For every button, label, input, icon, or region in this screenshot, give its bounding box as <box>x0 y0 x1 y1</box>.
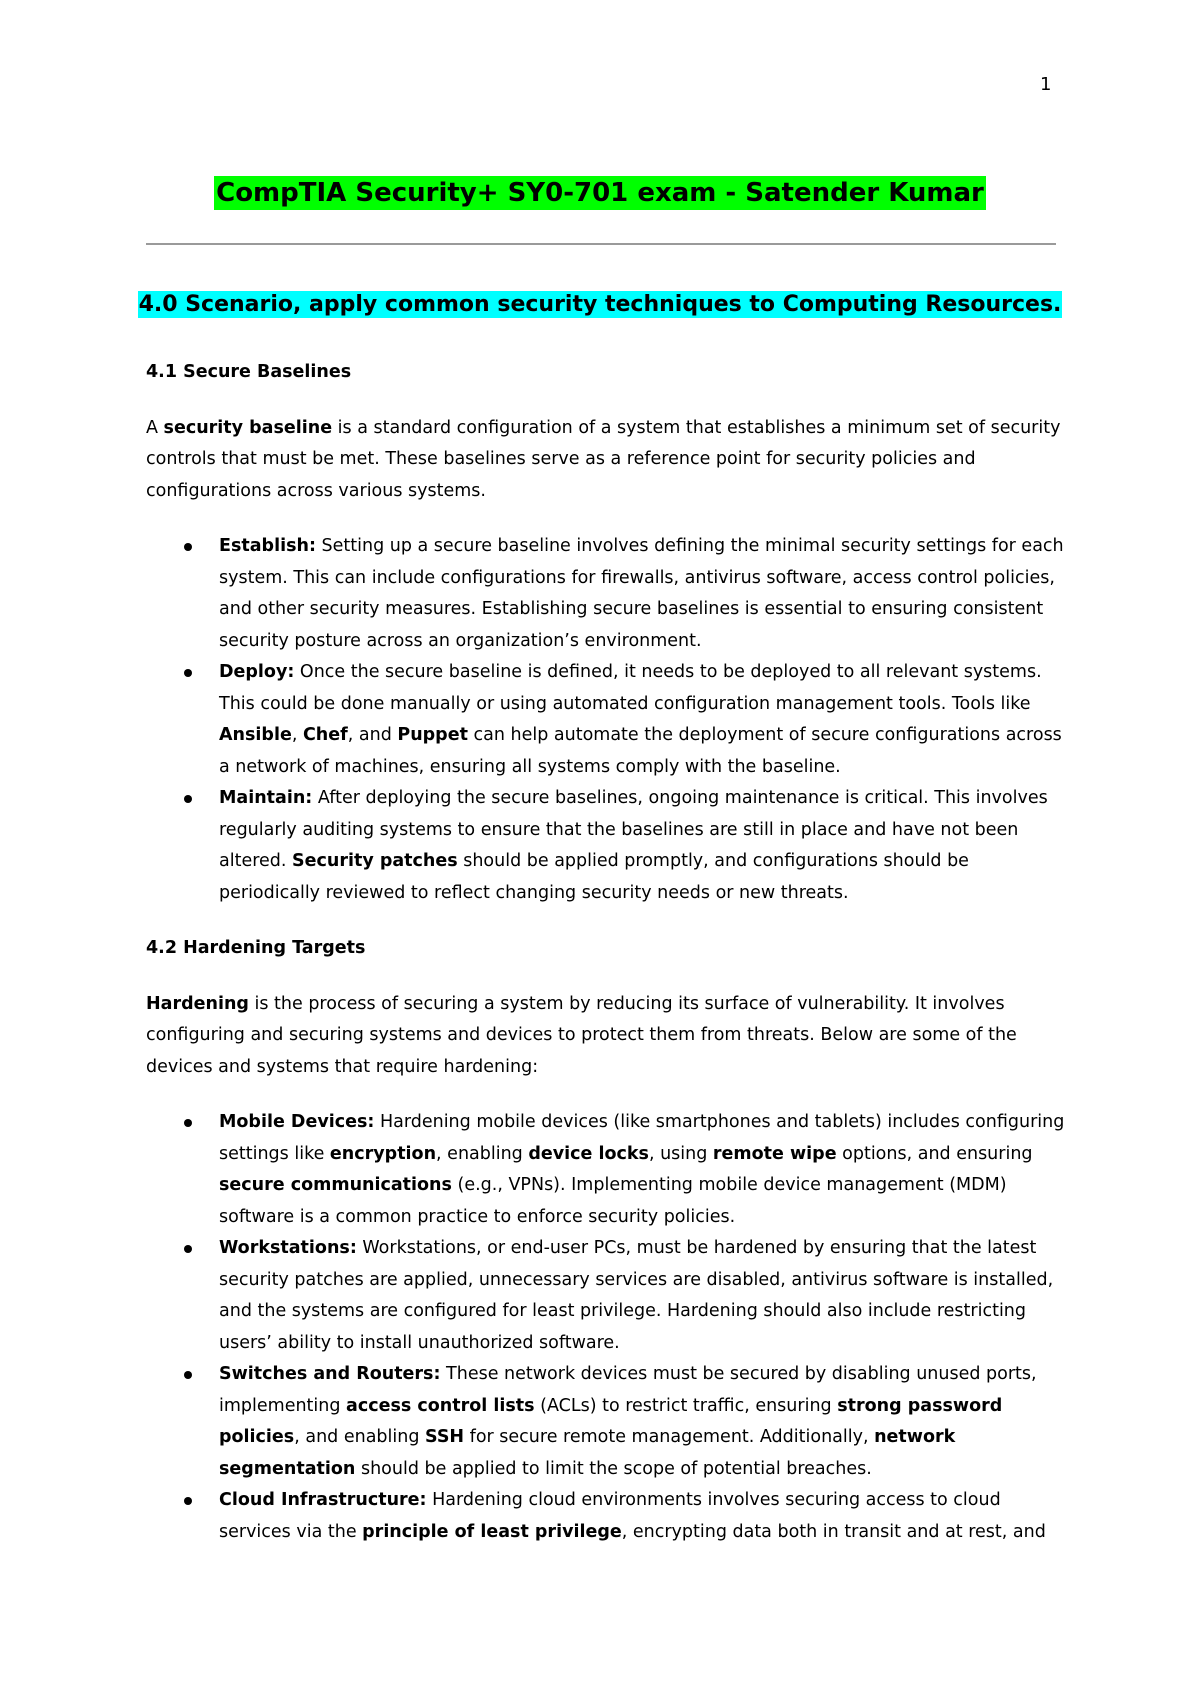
list-item-cloud-infrastructure <box>146 1485 1066 1548</box>
bold-term: access control lists <box>346 1395 535 1416</box>
bold-term: network segmentation <box>219 1427 956 1479</box>
bullet-icon <box>184 1119 192 1127</box>
baseline-list <box>146 531 1066 909</box>
paragraph-hardening <box>146 989 1066 1084</box>
bold-term: secure communications <box>219 1175 452 1195</box>
bold-term: device locks <box>528 1143 649 1164</box>
document-body <box>146 357 1066 1572</box>
bold-term: Puppet <box>397 725 468 745</box>
text-run: , using <box>648 1143 713 1164</box>
paragraph-security-baseline <box>146 413 1066 508</box>
page-number: 1 <box>1040 74 1052 95</box>
bullet-label: Maintain: <box>219 788 313 808</box>
horizontal-rule <box>146 243 1056 245</box>
text-run: , and <box>347 725 398 745</box>
bold-term: remote wipe <box>712 1143 837 1164</box>
text-run: is the process of securing a system by reducing its surface of vulnerability. It involves configuring and securing systems and devices to protect them from threats. Below are some of the devices and systems that require hardening: <box>146 993 1017 1077</box>
bold-term: Hardening <box>146 993 249 1014</box>
list-item-maintain <box>146 783 1066 909</box>
text-run: A <box>146 417 164 438</box>
text-run: Hardening cloud environments involves securing access to cloud services via the <box>219 1490 1001 1542</box>
list-item-establish <box>146 531 1066 657</box>
text-run: Once the secure baseline is defined, it needs to be deployed to all relevant systems. This could be done manually or using automated configuration management tools. Tools like <box>219 662 1042 714</box>
document-title-text: CompTIA Security+ SY0-701 exam - Satender Kumar <box>216 178 984 208</box>
document-title <box>0 178 1200 208</box>
bold-term: Ansible <box>219 725 292 745</box>
text-run: , encrypting data both in transit and at rest, and <box>621 1521 1046 1542</box>
list-item-deploy <box>146 657 1066 783</box>
text-run: , <box>291 725 303 745</box>
bold-term: strong password policies <box>219 1395 1003 1447</box>
bullet-icon <box>184 795 192 803</box>
bold-term: Chef <box>302 725 348 745</box>
text-run: can help automate the deployment of secure configurations across a network of machines, ensuring all systems comply with the baseline. <box>219 725 1062 777</box>
bold-term: SSH <box>425 1427 465 1447</box>
subheading-hardening-targets: 4.2 Hardening Targets <box>146 938 366 958</box>
section-heading-text: 4.0 Scenario, apply common security techniques to Computing Resources. <box>138 292 1062 317</box>
text-run: for secure remote management. Additionally, <box>464 1427 875 1447</box>
bold-term: Security patches <box>292 851 458 871</box>
bullet-label: Mobile Devices: <box>219 1112 375 1132</box>
text-run: should be applied promptly, and configurations should be periodically reviewed to reflect changing security needs or new threats. <box>219 851 969 903</box>
bullet-icon <box>184 543 192 551</box>
bullet-label: Cloud Infrastructure: <box>219 1490 427 1510</box>
text-run: (e.g., VPNs). Implementing mobile device management (MDM) software is a common practice to enforce security policies. <box>219 1175 1007 1227</box>
bullet-icon <box>184 1371 192 1379</box>
text-run: should be applied to limit the scope of potential breaches. <box>355 1458 872 1479</box>
text-run: These network devices must be secured by disabling unused ports, implementing <box>219 1364 1037 1416</box>
bold-term: security baseline <box>163 417 333 438</box>
list-item-switches-routers <box>146 1359 1066 1485</box>
section-heading <box>0 292 1200 317</box>
text-run: Hardening mobile devices (like smartphones and tablets) includes configuring settings like <box>219 1112 1065 1164</box>
text-run: Workstations, or end-user PCs, must be hardened by ensuring that the latest security patches are applied, unnecessary services are disabled, antivirus software is installed, and the systems are configured for least privilege. Hardening should also include restricting users’ ability to install unauthorized software. <box>219 1238 1054 1353</box>
bold-term: encryption <box>329 1143 437 1164</box>
bullet-icon <box>184 669 192 677</box>
bullet-label: Switches and Routers: <box>219 1364 441 1384</box>
bullet-icon <box>184 1497 192 1505</box>
bullet-label: Establish: <box>219 536 316 556</box>
subheading-secure-baselines: 4.1 Secure Baselines <box>146 362 352 382</box>
bold-term: principle of least privilege <box>362 1521 622 1542</box>
text-run: , and enabling <box>294 1427 426 1447</box>
list-item-workstations <box>146 1233 1066 1359</box>
text-run: (ACLs) to restrict traffic, ensuring <box>534 1395 838 1416</box>
text-run: options, and ensuring <box>836 1143 1033 1164</box>
hardening-list <box>146 1107 1066 1548</box>
text-run: , enabling <box>436 1143 529 1164</box>
bullet-label: Deploy: <box>219 662 295 682</box>
text-run: After deploying the secure baselines, ongoing maintenance is critical. This involves regularly auditing systems to ensure that the baselines are still in place and have not been altered. <box>219 788 1048 871</box>
text-run: Setting up a secure baseline involves defining the minimal security settings for each system. This can include configurations for firewalls, antivirus software, access control policies, and other security measures. Establishing secure baselines is essential to ensuring consistent security posture across an organization’s environment. <box>219 536 1064 651</box>
text-run: is a standard configuration of a system that establishes a minimum set of security controls that must be met. These baselines serve as a reference point for security policies and configurations across various systems. <box>146 417 1061 501</box>
bullet-label: Workstations: <box>219 1238 357 1258</box>
bullet-icon <box>184 1245 192 1253</box>
list-item-mobile-devices <box>146 1107 1066 1233</box>
